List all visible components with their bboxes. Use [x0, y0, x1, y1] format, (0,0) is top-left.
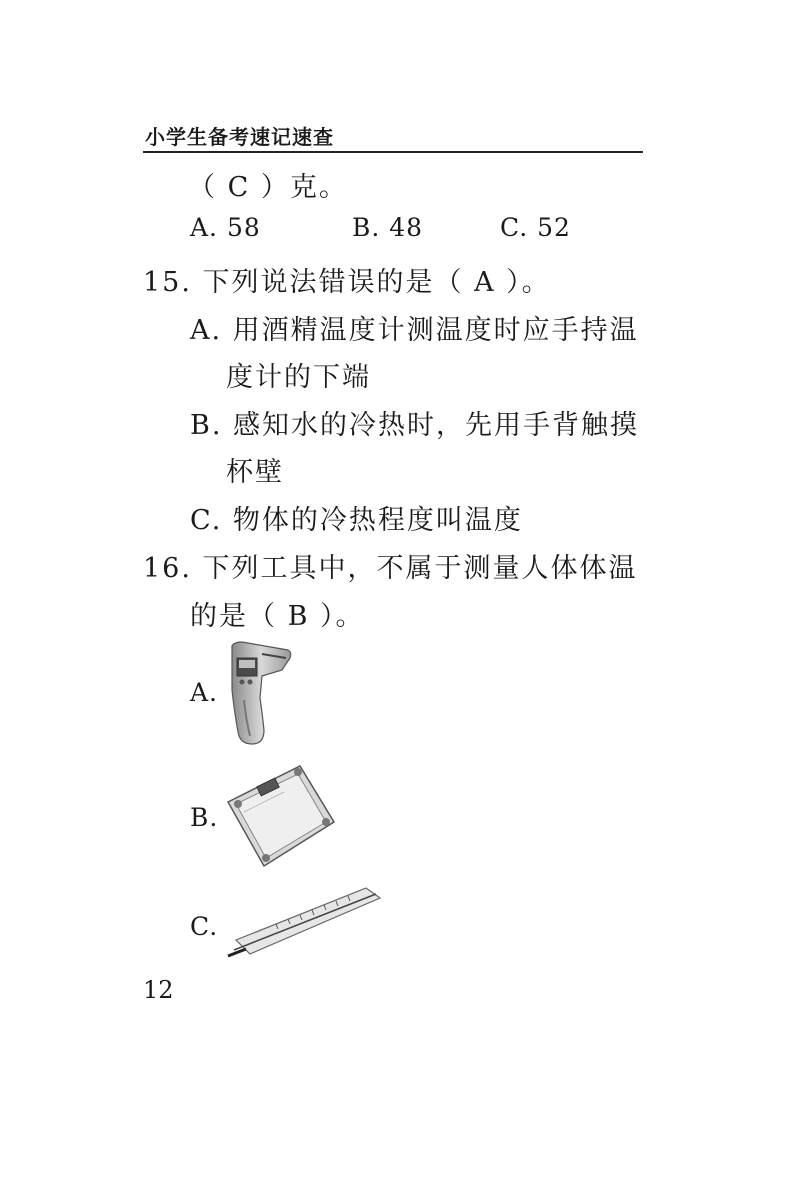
q16-option-c-label: C. — [190, 912, 219, 941]
clinical-thermometer-icon — [226, 884, 384, 962]
q15-option-b-line2: 杯壁 — [226, 457, 284, 488]
q15-option-c: C. 物体的冷热程度叫温度 — [190, 505, 523, 536]
q15-stem: 15. 下列说法错误的是（ A ）。 — [143, 267, 551, 298]
running-header: 小学生备考速记速查 — [145, 125, 334, 149]
q16-option-a-label: A. — [190, 678, 219, 707]
q14-continuation: （ C ）克。 — [188, 172, 348, 203]
bathroom-scale-icon — [224, 762, 338, 870]
q15-option-b-line1: B. 感知水的冷热时，先用手背触摸 — [190, 410, 640, 441]
q16-option-b-label: B. — [190, 803, 219, 832]
q15-option-a-line2: 度计的下端 — [226, 362, 371, 393]
q16-stem-line2: 的是（ B ）。 — [190, 601, 365, 632]
header-divider — [143, 151, 643, 153]
q14-option-a: A. 58 — [190, 213, 261, 242]
q14-option-b: B. 48 — [352, 213, 424, 242]
page-number: 12 — [143, 976, 174, 1004]
q14-option-c: C. 52 — [500, 213, 571, 242]
infrared-thermometer-icon — [222, 640, 294, 748]
q16-stem-line1: 16. 下列工具中，不属于测量人体体温 — [143, 553, 638, 584]
q15-option-a-line1: A. 用酒精温度计测温度时应手持温 — [190, 315, 639, 346]
